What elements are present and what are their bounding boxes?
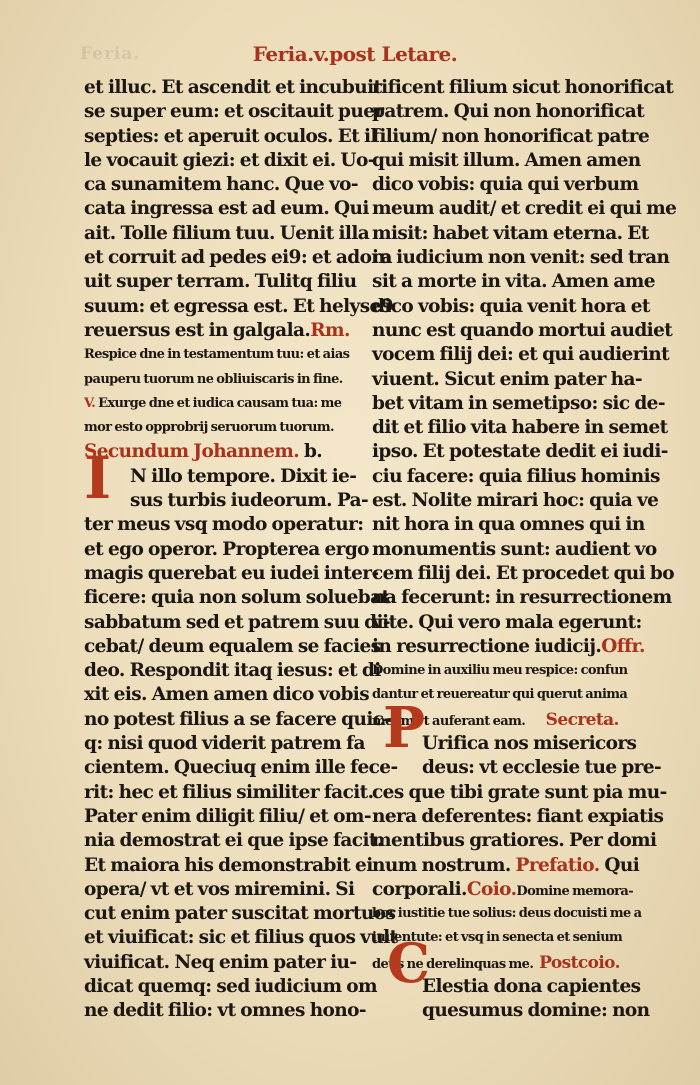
text-segment: Domine memora- [516, 883, 634, 899]
left-column [84, 76, 398, 1024]
text-line: ces que tibi grate sunt pia mu- [372, 781, 667, 803]
text-line: deo. Respondit itaq iesus: et di [84, 660, 381, 682]
text-line: et ego operor. Propterea ergo [84, 538, 369, 560]
text-line: ciu facere: quia filius hominis [372, 465, 660, 487]
text-line: suum: et egressa est. Et helyse9 [84, 295, 393, 317]
small-text-line: bor iustitie tue solius: deus docuisti me a [372, 906, 642, 922]
text-line: viuent. Sicut enim pater ha- [372, 368, 642, 390]
text-segment: Qui [604, 854, 640, 876]
text-line: ter meus vsq modo operatur: [84, 514, 364, 536]
text-segment: Exurge dne et iudica causam tua: me [98, 395, 342, 411]
text-line: filium/ non honorificat patre [372, 125, 650, 147]
text-line: in iudicium non venit: sed tran [372, 247, 670, 269]
small-text-line: dantur et reuereatur qui querut anima [372, 687, 628, 703]
text-line: Et maiora his demonstrabit ei [84, 854, 373, 876]
text-line [372, 635, 657, 659]
text-segment: reuersus est in galgala. [84, 319, 311, 341]
text-line [372, 878, 657, 902]
right-column [372, 76, 677, 1024]
text-line: opera/ vt et vos miremini. Si [84, 878, 355, 900]
text-line: nunc est quando mortui audiet [372, 319, 673, 341]
text-line: patrem. Qui non honorificat [372, 101, 645, 123]
text-line: ait. Tolle filium tuu. Uenit illa [84, 222, 370, 244]
gospel-heading-line [84, 440, 364, 464]
text-line [84, 319, 364, 343]
text-line: se super eum: et oscitauit puer [84, 101, 384, 123]
small-text-line [84, 392, 364, 416]
text-line: ipso. Et potestate dedit ei iudi- [372, 441, 668, 463]
text-line: dico vobis: quia venit hora et [372, 295, 650, 317]
postcommunio-label: Postcoio. [539, 952, 620, 973]
text-line: cem filij dei. Et procedet qui bo [372, 562, 675, 584]
text-line: Urifica nos misericors [422, 733, 637, 755]
text-line: rit: hec et filius similiter facit. [84, 781, 374, 803]
text-line: deus: vt ecclesie tue pre- [422, 757, 662, 779]
text-line: monumentis sunt: audient vo [372, 538, 657, 560]
offertory-label: Offr. [601, 635, 645, 657]
text-line: septies: et aperuit oculos. Et il [84, 125, 377, 147]
small-text-line: iuuentute: et vsq in senecta et senium [372, 930, 623, 946]
small-text-line: Domine in auxiliu meu respice: confun [372, 663, 628, 679]
communio-label: Coio. [466, 878, 517, 900]
prefatio-label: Prefatio. [515, 854, 600, 876]
text-segment: deus ne derelinquas me. [372, 956, 534, 972]
text-line: meum audit/ et credit ei qui me [372, 198, 677, 220]
text-line [372, 854, 657, 878]
initial-letter-p: P [383, 695, 426, 761]
text-line: et viuificat: sic et filius quos vult [84, 927, 398, 949]
text-line: ne dedit filio: vt omnes hono- [84, 1000, 366, 1022]
text-segment: num nostrum. [372, 854, 511, 876]
bleed-through-text: Feria. [80, 44, 141, 64]
text-line: dico vobis: quia qui verbum [372, 174, 639, 196]
text-line: cientem. Queciuq enim ille fece- [84, 757, 398, 779]
text-line: viuificat. Neq enim pater iu- [84, 951, 357, 973]
text-line: xit eis. Amen amen dico vobis [84, 684, 370, 706]
text-segment: meam vt auferant eam. [372, 713, 526, 729]
text-line: misit: habet vitam eterna. Et [372, 222, 649, 244]
initial-letter-i: I [84, 444, 112, 512]
text-line: na fecerunt: in resurrectionem [372, 587, 672, 609]
text-line: Pater enim diligit filiu/ et om- [84, 805, 371, 827]
text-line: rificent filium sicut honorificat [372, 77, 674, 98]
text-line: et corruit ad pedes ei9: et adora [84, 247, 392, 269]
text-line: nera deferentes: fiant expiatis [372, 805, 664, 827]
text-line: dit et filio vita habere in semet [372, 417, 668, 439]
text-line: ca sunamitem hanc. Que vo- [84, 174, 358, 196]
text-line: est. Nolite mirari hoc: quia ve [372, 490, 659, 512]
text-line: cata ingressa est ad eum. Qui [84, 198, 369, 220]
text-line: nit hora in qua omnes qui in [372, 514, 645, 536]
text-line: qui misit illum. Amen amen [372, 149, 641, 171]
text-line: dicat quemq: sed iudicium om [84, 975, 378, 997]
text-line: q: nisi quod viderit patrem fa [84, 733, 365, 755]
versicle-mark: V. [84, 395, 96, 411]
text-line: bet vitam in semetipso: sic de- [372, 392, 665, 414]
text-line: sabbatum sed et patrem suu di- [84, 611, 390, 633]
small-text-line: pauperu tuorum ne obliuiscaris in fine. [84, 371, 343, 387]
text-segment: corporali. [372, 878, 467, 900]
text-line: ficere: quia non solum soluebat [84, 587, 390, 609]
text-line: no potest filius a se facere quic- [84, 708, 391, 730]
text-line: N illo tempore. Dixit ie- [130, 465, 357, 487]
secreta-label: Secreta. [545, 709, 619, 730]
text-line: mentibus gratiores. Per domi [372, 830, 657, 852]
text-line: Elestia dona capientes [422, 975, 641, 997]
gospel-mark: b. [303, 441, 323, 463]
gospel-heading: Secundum Johannem. [84, 441, 300, 463]
text-line: quesumus domine: non [422, 1000, 650, 1022]
initial-letter-c: C [387, 931, 430, 995]
text-line: uit super terram. Tulitq filiu [84, 271, 357, 293]
text-line: nia demostrat ei que ipse facit. [84, 830, 383, 852]
text-line: sit a morte in vita. Amen ame [372, 271, 655, 293]
text-line: cebat/ deum equalem se facies [84, 635, 381, 657]
text-line: et illuc. Et ascendit et incubuit [84, 77, 382, 98]
small-text-line: mor esto opprobrij seruorum tuorum. [84, 420, 334, 436]
gradual-label: Rm. [310, 319, 350, 341]
small-text-line: Respice dne in testamentum tuu: et aias [84, 347, 350, 363]
text-line: vocem filij dei: et qui audierint [372, 344, 670, 366]
text-line: sus turbis iudeorum. Pa- [130, 490, 369, 512]
text-segment: in resurrectione iudicij. [372, 635, 602, 657]
text-line: magis querebat eu iudei inter- [84, 562, 379, 584]
running-title: Feria.v.post Letare. [252, 42, 458, 66]
text-line: cut enim pater suscitat mortuos [84, 903, 396, 925]
text-line: vite. Qui vero mala egerunt: [372, 611, 642, 633]
text-line: le vocauit giezi: et dixit ei. Uo- [84, 149, 375, 171]
